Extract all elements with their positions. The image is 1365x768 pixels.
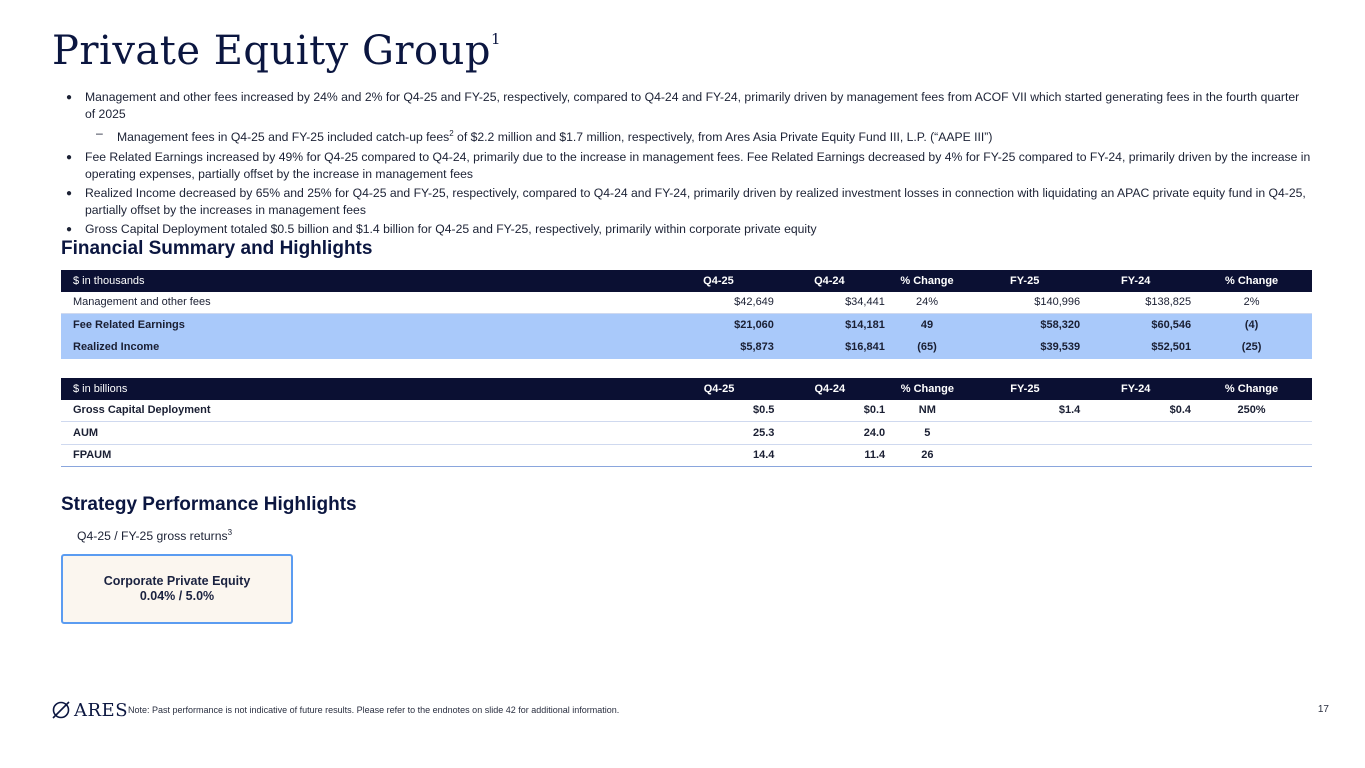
sub-bullet-item [66, 125, 1312, 146]
column-header: FY-24 [1080, 378, 1191, 400]
table-cell: (65) [885, 336, 969, 359]
column-header: % Change [885, 270, 969, 292]
table-cell: $42,649 [663, 292, 774, 314]
strategy-card-value: 0.04% / 5.0% [139, 589, 215, 603]
table-cell: (25) [1191, 336, 1312, 359]
table-cell: $60,546 [1080, 314, 1191, 337]
column-header: Q4-25 [663, 270, 774, 292]
table-cell: $0.1 [774, 400, 885, 422]
column-header: % Change [1191, 270, 1312, 292]
column-header: % Change [1191, 378, 1312, 400]
bullet-dot-icon: ● [66, 152, 73, 164]
table-header-row [61, 270, 1312, 292]
table-cell: $0.4 [1080, 400, 1191, 422]
column-header: Q4-24 [774, 270, 885, 292]
financial-summary-heading: Financial Summary and Highlights [61, 238, 373, 259]
strategy-card [61, 554, 293, 624]
footnote-marker: 3 [227, 528, 233, 537]
table-row [61, 292, 1312, 314]
table-cell [970, 422, 1081, 445]
table-cell: $138,825 [1080, 292, 1191, 314]
table-cell: 49 [885, 314, 969, 337]
table-row [61, 336, 1312, 359]
table-cell: $1.4 [970, 400, 1081, 422]
table-cell: 11.4 [774, 444, 885, 467]
row-label: Management and other fees [61, 292, 663, 314]
ares-logo [51, 699, 128, 721]
ares-logo-icon [51, 700, 71, 720]
row-label: Gross Capital Deployment [61, 400, 664, 422]
bullet-text: Management and other fees increased by 24% and 2% for Q4-25 and FY-25, respectively, compared to Q4-24 and FY-24, primarily driven by management fees from ACOF VII which started generating fees in the fourth quarter of 2025 [85, 90, 1300, 121]
strategy-performance-heading: Strategy Performance Highlights [61, 494, 357, 515]
table-cell: 24% [885, 292, 969, 314]
bullet-text: Fee Related Earnings increased by 49% for Q4-25 compared to Q4-24, primarily due to the increase in management fees. Fee Related Earnings decreased by 4% for FY-25 compared to FY-24, primarily driven by the increase in operating expenses, partially offset by the increase in management fees [85, 150, 1311, 182]
table-row [61, 314, 1312, 337]
table-cell [1080, 422, 1191, 445]
bullet-item [66, 149, 1312, 183]
bullet-list [66, 89, 1312, 238]
table-header-row [61, 378, 1312, 400]
page-title-text: Private Equity Group [52, 28, 492, 74]
row-label: AUM [61, 422, 664, 445]
table-cell [970, 444, 1081, 467]
column-header: Q4-24 [774, 378, 885, 400]
strategy-card-title: Corporate Private Equity [103, 574, 251, 588]
table-cell: 24.0 [774, 422, 885, 445]
bullet-dot-icon: ● [66, 92, 73, 103]
table-cell: $21,060 [663, 314, 774, 337]
dash-icon: – [96, 126, 103, 140]
table-row [61, 444, 1312, 467]
table-row [61, 422, 1312, 445]
row-label: Realized Income [61, 336, 663, 359]
table-cell: $5,873 [663, 336, 774, 359]
table-cell: 2% [1191, 292, 1312, 314]
bullet-dot-icon: ● [66, 224, 73, 236]
footnote-marker: 1 [491, 29, 502, 48]
table-cell: 25.3 [664, 422, 775, 445]
sub-bullet-text: Management fees in Q4-25 and FY-25 included catch-up fees [117, 130, 450, 145]
financial-table-billions [61, 378, 1312, 467]
column-header: % Change [885, 378, 969, 400]
table-row [61, 400, 1312, 422]
table-cell: 250% [1191, 400, 1312, 422]
ares-logo-text: ARES [74, 699, 129, 721]
column-header: FY-24 [1080, 270, 1191, 292]
page-number: 17 [1317, 704, 1329, 715]
table-cell: $58,320 [969, 314, 1080, 337]
financial-table-thousands [61, 270, 1312, 359]
column-header: FY-25 [969, 270, 1080, 292]
bullet-text: Realized Income decreased by 65% and 25% for Q4-25 and FY-25, respectively, compared to Q4-24 and FY-24, primarily driven by realized investment losses in connection with liquidating an APAC private equity fund in Q4-25, partially offset by the increases in management fees [85, 186, 1306, 218]
table-cell: (4) [1191, 314, 1312, 337]
gross-returns-text: Q4-25 / FY-25 gross returns [77, 529, 228, 544]
column-header: $ in billions [61, 378, 664, 400]
column-header: FY-25 [970, 378, 1081, 400]
table-cell: $52,501 [1080, 336, 1191, 359]
table-cell: $140,996 [969, 292, 1080, 314]
table-cell: $39,539 [969, 336, 1080, 359]
footnote-marker: 2 [449, 129, 454, 138]
bullet-text: Gross Capital Deployment totaled $0.5 billion and $1.4 billion for Q4-25 and FY-25, respectively, primarily within corporate private equity [85, 222, 817, 237]
table-cell [1080, 444, 1191, 467]
column-header: $ in thousands [61, 270, 663, 292]
table-cell: 26 [885, 444, 969, 467]
bullet-item [66, 89, 1312, 123]
bullet-item [66, 185, 1312, 219]
bullet-item [66, 221, 1312, 238]
table-cell: $14,181 [774, 314, 885, 337]
table-cell: 14.4 [664, 444, 775, 467]
sub-bullet-text: of $2.2 million and $1.7 million, respectively, from Ares Asia Private Equity Fund III, L.P. (“AAPE III”) [453, 130, 993, 145]
gross-returns-label [77, 528, 232, 543]
footer-note: Note: Past performance is not indicative of future results. Please refer to the endnotes on slide 42 for additional information. [128, 705, 620, 715]
column-header: Q4-25 [664, 378, 775, 400]
row-label: FPAUM [61, 444, 664, 467]
table-cell: $0.5 [664, 400, 775, 422]
table-cell: NM [885, 400, 969, 422]
table-cell [1191, 422, 1312, 445]
page-title [52, 28, 501, 74]
table-cell [1191, 444, 1312, 467]
table-cell: $16,841 [774, 336, 885, 359]
table-cell: $34,441 [774, 292, 885, 314]
row-label: Fee Related Earnings [61, 314, 663, 337]
bullet-dot-icon: ● [66, 188, 73, 200]
table-cell: 5 [885, 422, 969, 445]
